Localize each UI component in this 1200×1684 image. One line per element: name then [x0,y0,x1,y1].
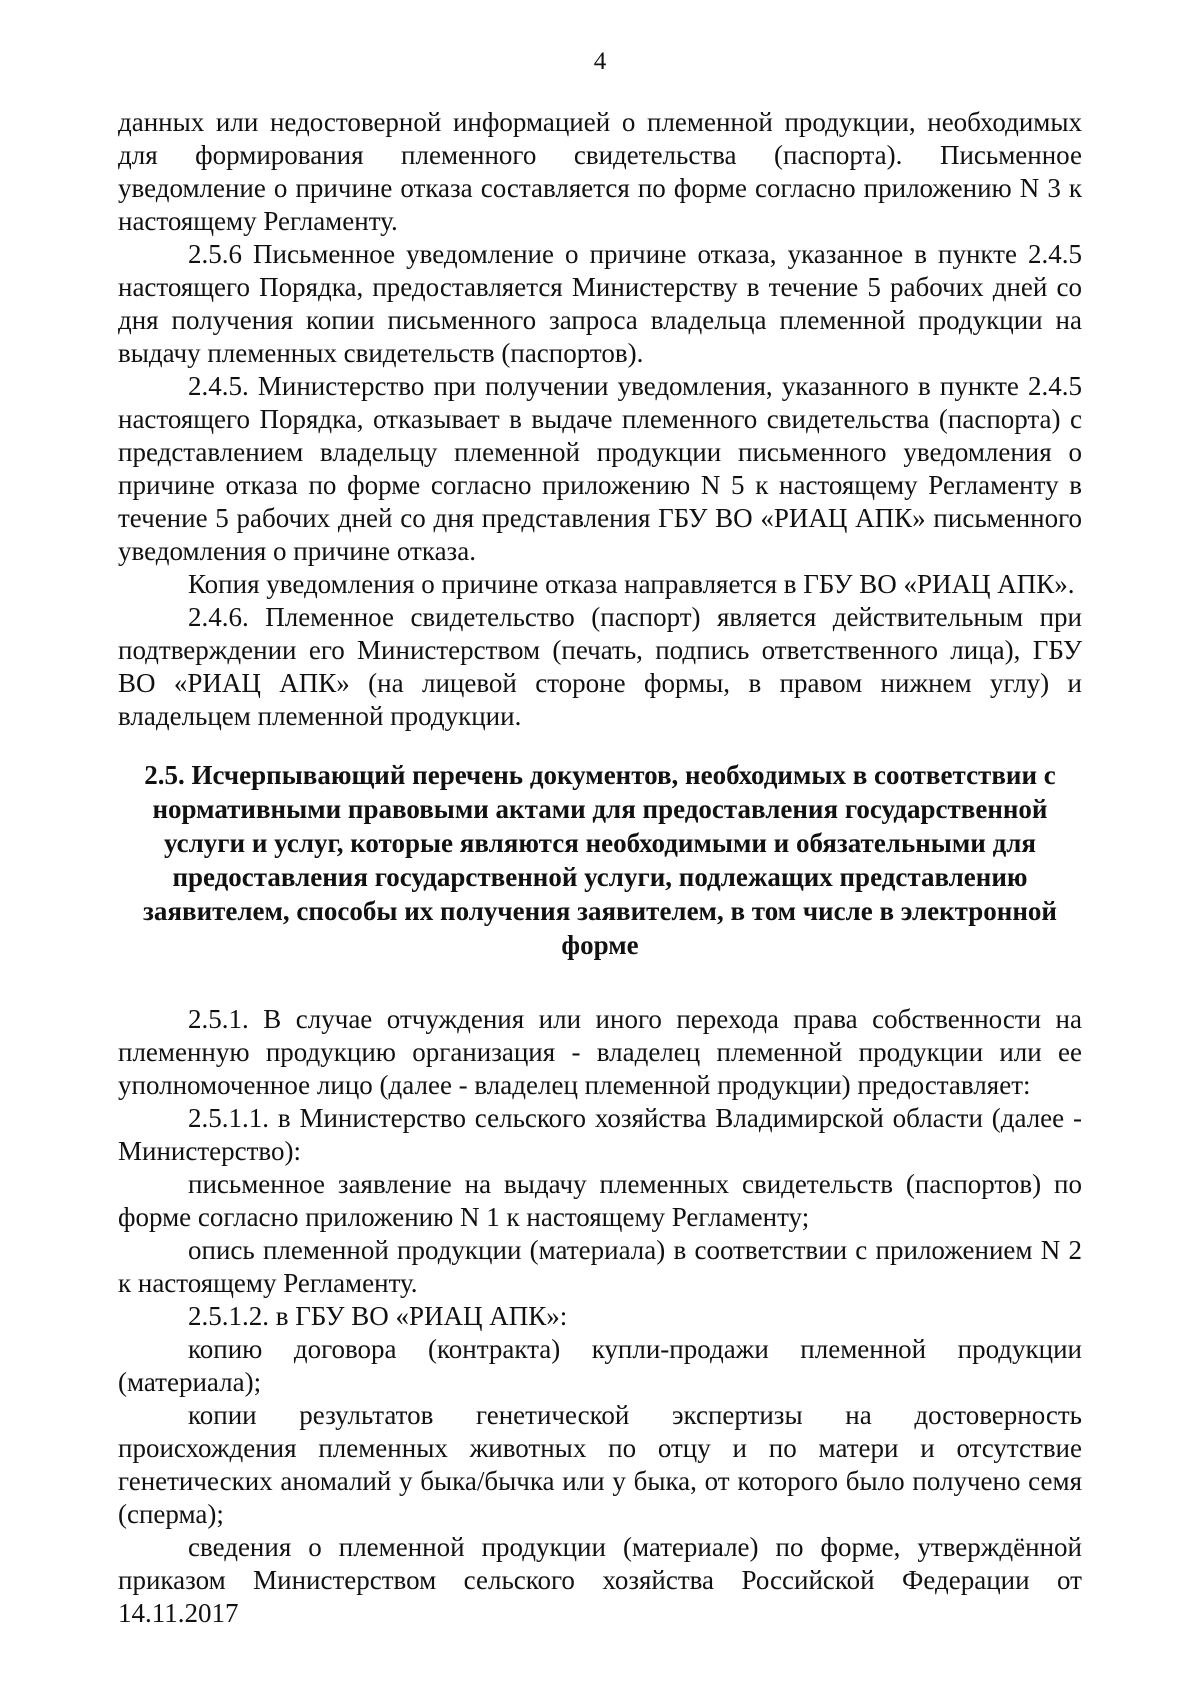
body-text-top [118,106,1082,733]
paragraph: 2.5.6 Письменное уведомление о причине отказа, указанное в пункте 2.4.5 настоящего Порядка, предоставляется Министерству в течение 5 рабочих дней со дня получения копии письменного запроса владельца племенной продукции на выдачу племенных свидетельств (паспортов). [118,239,1082,368]
word: (контракта) [428,1334,561,1364]
paragraph: 2.5.1. В случае отчуждения или иного перехода права собственности на племенную продукцию организация - владелец племенной продукции или ее уполномоченное лицо (далее - владелец племенной продукции) предоставляет: [118,1004,1082,1100]
paragraph-continuation: (материала); [118,1367,262,1397]
body-text-bottom [118,1003,1082,1630]
word: купли-продажи [591,1334,769,1364]
section-heading: 2.5. Исчерпывающий перечень документов, необходимых в соответствии с нормативными правовыми актами для предоставления государственной услуги и услуг, которые являются необходимыми и обязательными для предоставления государственной услуги, подлежащих представлению заявителем, способы их получения заявителем, в том числе в электронной форме [143,760,1057,960]
word: продукции [957,1334,1082,1364]
contract-item-line [118,1333,1082,1366]
paragraph: 2.4.6. Племенное свидетельство (паспорт) является действительным при подтверждении его Министерством (печать, подпись ответственного лица), ГБУ ВО «РИАЦ АПК» (на лицевой стороне формы, в правом нижнем углу) и владельцем племенной продукции. [118,602,1082,731]
word: племенной [800,1334,927,1364]
word: копию [188,1334,263,1364]
paragraph: 2.4.5. Министерство при получении уведомления, указанного в пункте 2.4.5 настоящего Порядка, отказывает в выдаче племенного свидетельства (паспорта) с представлением владельцу племенной продукции письменного уведомления о причине отказа по форме согласно приложению N 5 к настоящему Регламенту в течение 5 рабочих дней со дня представления ГБУ ВО «РИАЦ АПК» письменного уведомления о причине отказа. [118,371,1082,566]
paragraph: Копия уведомления о причине отказа направляется в ГБУ ВО «РИАЦ АПК». [188,569,1075,599]
paragraph: 2.5.1.2. в ГБУ ВО «РИАЦ АПК»: [188,1301,568,1331]
paragraph: опись племенной продукции (материала) в соответствии с приложением N 2 к настоящему Регламенту. [118,1235,1082,1298]
paragraph: 2.5.1.1. в Министерство сельского хозяйства Владимирской области (далее - Министерство): [118,1103,1082,1166]
paragraph: копии результатов генетической экспертизы на достоверность происхождения племенных животных по отцу и по матери и отсутствие генетических аномалий у быка/бычка или у быка, от которого было получено семя (сперма); [118,1400,1082,1529]
page-number: 4 [593,48,607,75]
word: договора [293,1334,397,1364]
paragraph: данных или недостоверной информацией о племенной продукции, необходимых для формирования племенного свидетельства (паспорта). Письменное уведомление о причине отказа составляется по форме согласно приложению N 3 к настоящему Регламенту. [118,107,1082,236]
paragraph: сведения о племенной продукции (материале) по форме, утверждённой приказом Министерством сельского хозяйства Российской Федерации от 14.11.2017 [118,1532,1082,1628]
paragraph: письменное заявление на выдачу племенных свидетельств (паспортов) по форме согласно приложению N 1 к настоящему Регламенту; [118,1169,1082,1232]
